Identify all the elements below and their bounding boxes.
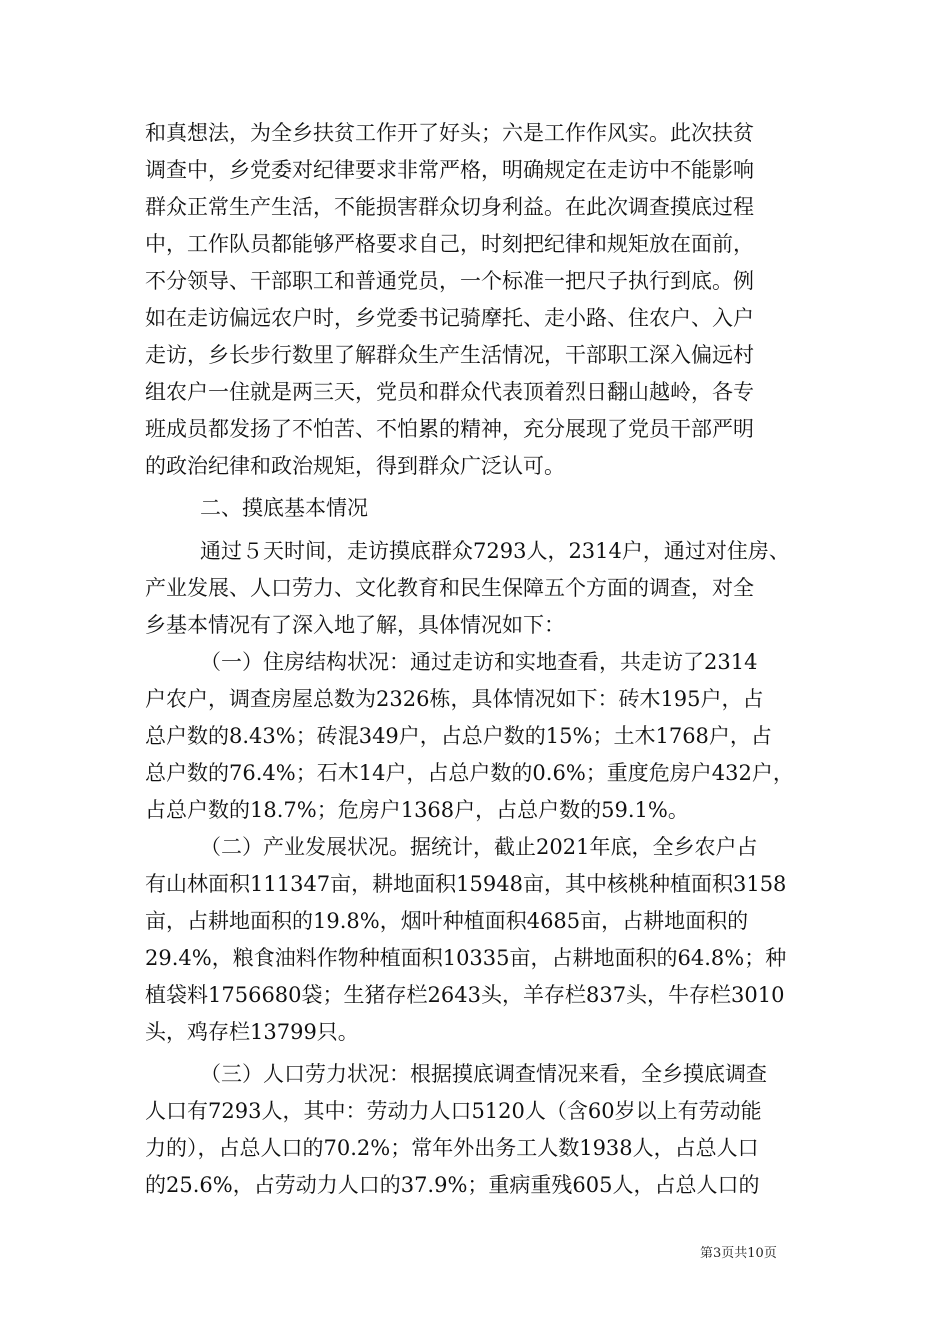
text-line-content: 总户数的76.4%；石木14户，占总户数的0.6%；重度危房户432户， — [145, 761, 794, 785]
text-line-content: （三）人口劳力状况：根据摸底调查情况来看，全乡摸底调查 — [200, 1062, 767, 1086]
text-line-content: 中，工作队员都能够严格要求自己，时刻把纪律和规矩放在面前， — [145, 232, 754, 256]
text-line-content: 走访，乡长步行数里了解群众生产生活情况，干部职工深入偏远村 — [145, 343, 754, 367]
section-heading-text: 二、摸底基本情况 — [200, 496, 368, 520]
text-line-content: （一）住房结构状况：通过走访和实地查看，共走访了2314 — [200, 650, 758, 674]
text-line-content: 占总户数的18.7%；危房户1368户，占总户数的59.1%。 — [145, 798, 689, 822]
text-line-content: 植袋料1756680袋；生猪存栏2643头，羊存栏837头，牛存栏3010 — [145, 983, 785, 1007]
text-line-content: 和真想法，为全乡扶贫工作开了好头；六是工作作风实。此次扶贫 — [145, 121, 754, 145]
text-line-content: 的政治纪律和政治规矩，得到群众广泛认可。 — [145, 454, 565, 478]
page-number: 第3页共10页 — [700, 1246, 777, 1261]
text-line-content: 组农户一住就是两三天，党员和群众代表顶着烈日翻山越岭，各专 — [145, 380, 754, 404]
text-line-content: 力的），占总人口的70.2%；常年外出务工人数1938人，占总人口 — [145, 1136, 759, 1160]
text-line-content: 亩，占耕地面积的19.8%，烟叶种植面积4685亩，占耕地面积的 — [145, 909, 749, 933]
text-line-content: （二）产业发展状况。据统计，截止2021年底，全乡农户占 — [200, 835, 758, 859]
text-line-content: 户农户，调查房屋总数为2326栋，具体情况如下：砖木195户，占 — [145, 687, 764, 711]
text-line-content: 乡基本情况有了深入地了解，具体情况如下： — [145, 613, 565, 637]
text-line-content: 通过５天时间，走访摸底群众7293人，2314户，通过对住房、 — [200, 539, 790, 563]
text-line-content: 不分领导、干部职工和普通党员，一个标准一把尺子执行到底。例 — [145, 269, 754, 293]
text-line-content: 的25.6%，占劳动力人口的37.9%；重病重残605人，占总人口的 — [145, 1173, 760, 1197]
text-line-content: 总户数的8.43%；砖混349户，占总户数的15%；土木1768户，占 — [145, 724, 772, 748]
text-line-content: 产业发展、人口劳力、文化教育和民生保障五个方面的调查，对全 — [145, 576, 754, 600]
text-line-content: 如在走访偏远农户时，乡党委书记骑摩托、走小路、住农户、入户 — [145, 306, 754, 330]
text-line-content: 调查中，乡党委对纪律要求非常严格，明确规定在走访中不能影响 — [145, 158, 754, 182]
text-line-content: 29.4%，粮食油料作物种植面积10335亩，占耕地面积的64.8%；种 — [145, 946, 787, 970]
text-line-content: 人口有7293人，其中：劳动力人口5120人（含60岁以上有劳动能 — [145, 1099, 762, 1123]
text-line-content: 头，鸡存栏13799只。 — [145, 1020, 359, 1044]
text-line-content: 班成员都发扬了不怕苦、不怕累的精神，充分展现了党员干部严明 — [145, 417, 754, 441]
text-line-content: 有山林面积111347亩，耕地面积15948亩，其中核桃种植面积3158 — [145, 872, 787, 896]
text-line-content: 群众正常生产生活，不能损害群众切身利益。在此次调查摸底过程 — [145, 195, 754, 219]
